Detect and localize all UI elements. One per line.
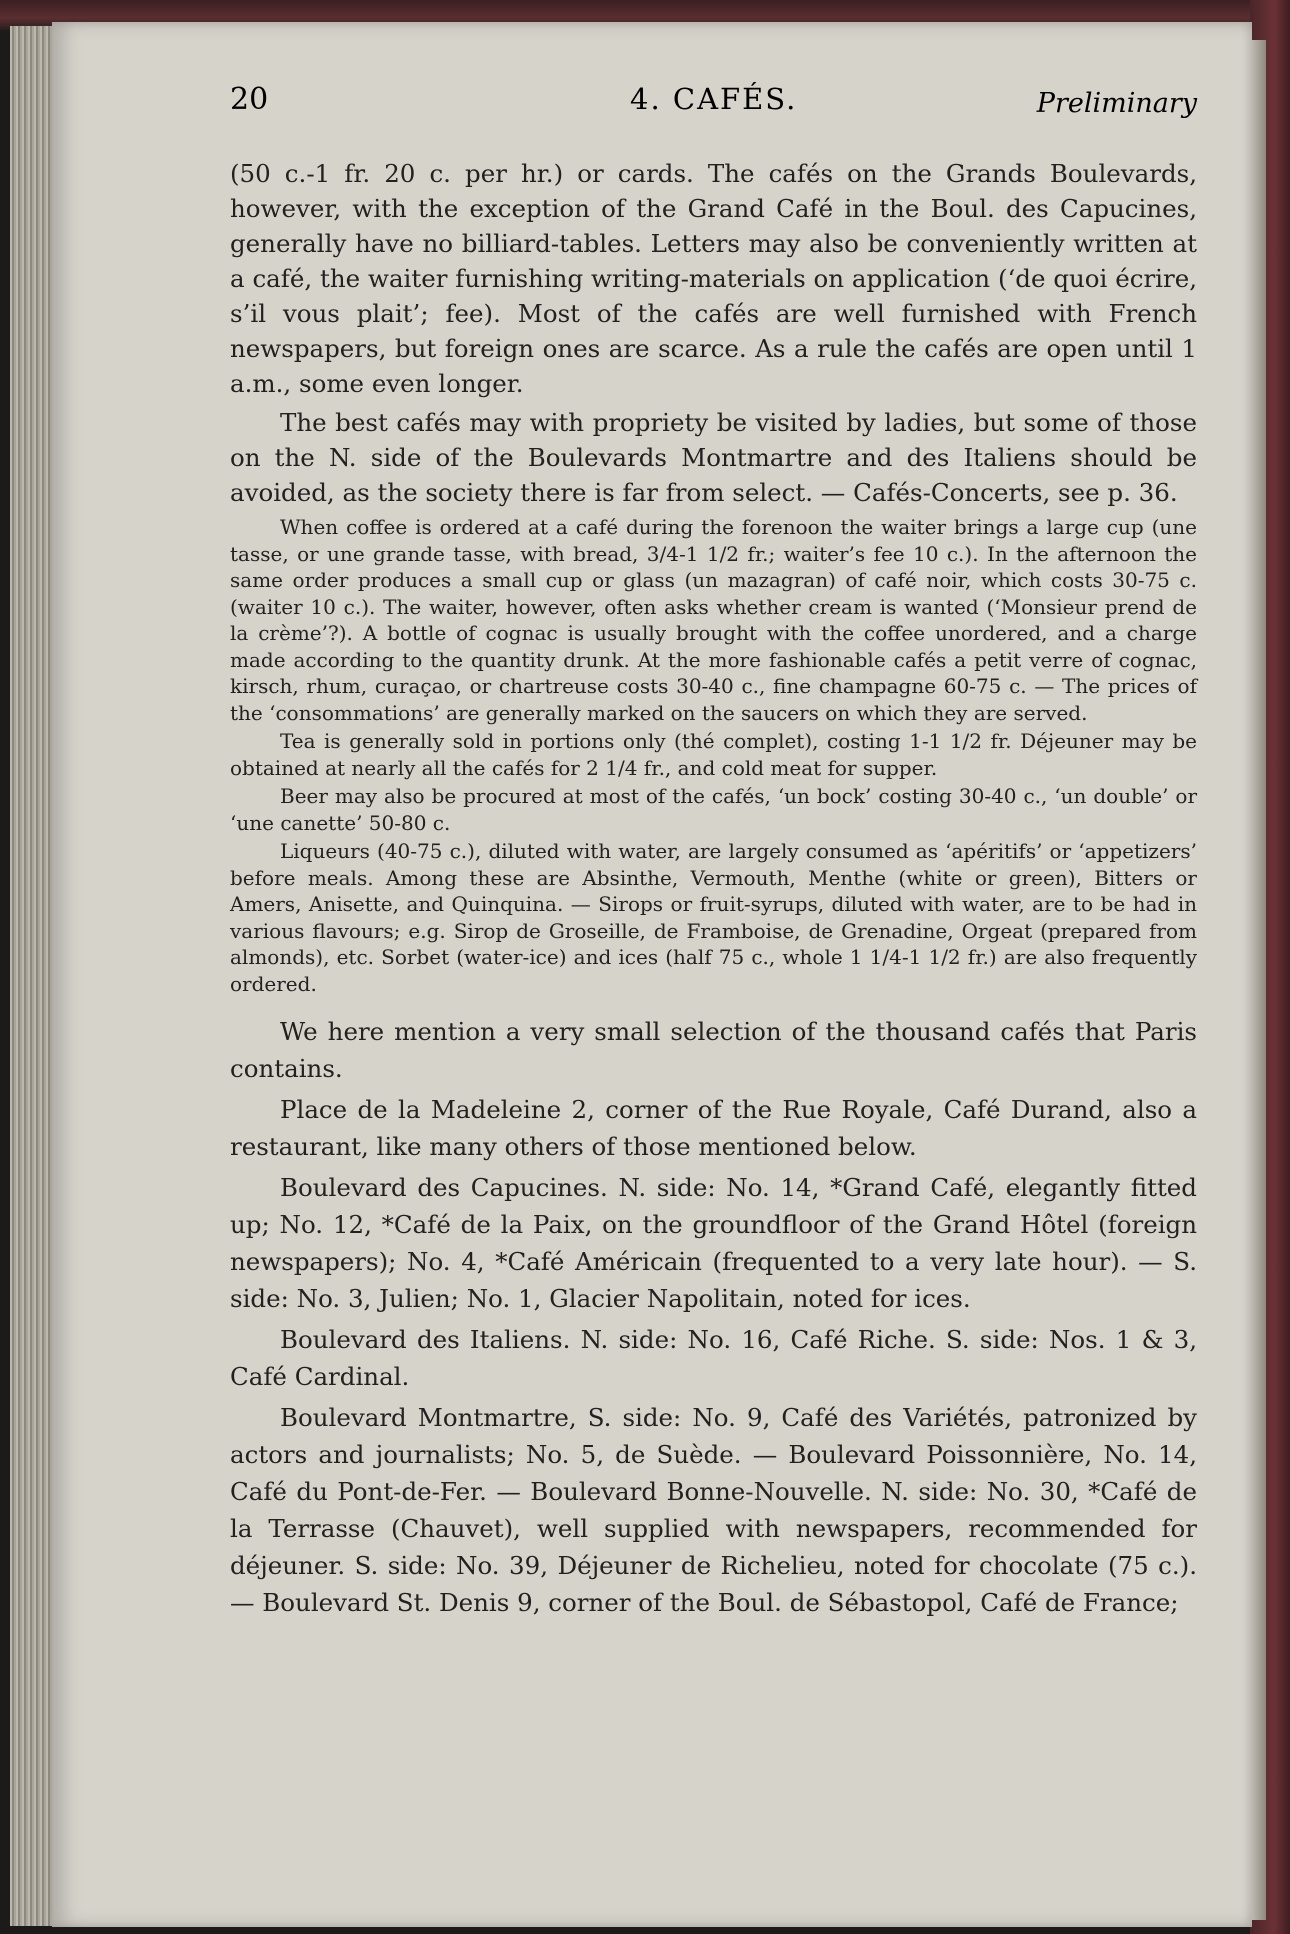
paragraph: Boulevard Montmartre, S. side: No. 9, Café des Variétés, patronized by actors and journalists; No. 5, de Suède. — Boulevard Poissonnière, No. 14, Café du Pont-de-Fer. — Boulevard Bonne-Nouvelle. N. side: No. 30, *Café de la Terrasse (Chauvet), well supplied with newspapers, recommended for déjeuner. S. side: No. 39, Déjeuner de Richelieu, noted for chocolate (75 c.). — Boulevard St. Denis 9, corner of the Boul. de Sébastopol, Café de France; [230,1403,1197,1617]
paragraph: Beer may also be procured at most of the cafés, ‘un bock’ costing 30-40 c., ‘un double’ or ‘une canette’ 50-80 c. [230,784,1197,835]
paragraph: Liqueurs (40-75 c.), diluted with water, are largely consumed as ‘apéritifs’ or ‘appetizers’ before meals. Among these are Absinthe, Vermouth, Menthe (white or green), Bitters or Amers, Anisette, and Quinquina. — Sirops or fruit-syrups, diluted with water, are to be had in various flavours; e.g. Sirop de Groseille, de Framboise, de Grenadine, Orgeat (prepared from almonds), etc. Sorbet (water-ice) and ices (half 75 c., whole 1 1/4-1 1/2 fr.) are also frequently ordered. [230,839,1197,996]
paragraph: Tea is generally sold in portions only (thé complet), costing 1-1 1/2 fr. Déjeuner may be obtained at nearly all the cafés for 2 1/4 fr., and cold meat for supper. [230,729,1197,780]
page-right-edge [1252,40,1266,1920]
section-title: Preliminary [1036,88,1197,119]
cafe-listing [230,1013,1197,1621]
paragraph: We here mention a very small selection of the thousand cafés that Paris contains. [230,1017,1197,1083]
paragraph: The best cafés may with propriety be visited by ladies, but some of those on the N. side of the Boulevards Montmartre and des Italiens should be avoided, as the society there is far from select. — Cafés-Concerts, see p. 36. [230,408,1197,507]
intro-text [230,156,1197,510]
page-edges [10,26,54,1926]
paragraph: Boulevard des Capucines. N. side: No. 14, *Grand Café, elegantly fitted up; No. 12, *Café de la Paix, on the groundfloor of the Grand Hôtel (foreign newspapers); No. 4, *Café Américain (frequented to a very late hour). — S. side: No. 3, Julien; No. 1, Glacier Napolitain, noted for ices. [230,1173,1197,1313]
running-header [230,82,1197,126]
paragraph: (50 c.-1 fr. 20 c. per hr.) or cards. The cafés on the Grands Boulevards, however, with the exception of the Grand Café in the Boul. des Capucines, generally have no billiard-tables. Letters may also be conveniently written at a café, the waiter furnishing writing-materials on application (‘de quoi écrire, s’il vous plait’; fee). Most of the cafés are well furnished with French newspapers, but foreign ones are scarce. As a rule the cafés are open until 1 a.m., some even longer. [230,159,1197,398]
paragraph: When coffee is ordered at a café during the forenoon the waiter brings a large cup (une tasse, or une grande tasse, with bread, 3/4-1 1/2 fr.; waiter’s fee 10 c.). In the afternoon the same order produces a small cup or glass (un mazagran) of café noir, which costs 30-75 c. (waiter 10 c.). The waiter, however, often asks whether cream is wanted (‘Monsieur prend de la crème’?). A bottle of cognac is usually brought with the coffee unordered, and a charge made according to the quantity drunk. At the more fashionable cafés a petit verre of cognac, kirsch, rhum, curaçao, or chartreuse costs 30-40 c., fine champagne 60-75 c. — The prices of the ‘consommations’ are generally marked on the saucers on which they are served. [230,515,1197,725]
small-print-notes [230,514,1197,997]
page-body [230,156,1197,1625]
paragraph: Boulevard des Italiens. N. side: No. 16, Café Riche. S. side: Nos. 1 & 3, Café Cardinal. [230,1325,1197,1391]
page-number: 20 [230,82,269,117]
chapter-title: 4. CAFÉS. [630,82,798,116]
paragraph: Place de la Madeleine 2, corner of the Rue Royale, Café Durand, also a restaurant, like many others of those mentioned below. [230,1095,1197,1161]
